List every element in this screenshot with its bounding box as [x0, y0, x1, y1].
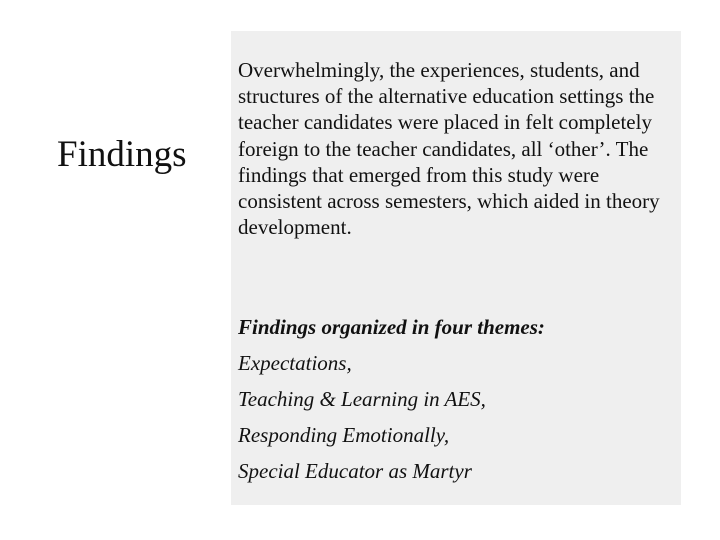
- themes-heading: Findings organized in four themes:: [238, 315, 545, 339]
- themes-list: [238, 309, 670, 489]
- slide-title: Findings: [57, 134, 187, 175]
- theme-item-teaching-learning: Teaching & Learning in AES,: [238, 387, 486, 411]
- theme-item-responding-emotionally: Responding Emotionally,: [238, 423, 450, 447]
- theme-item-expectations: Expectations,: [238, 351, 352, 375]
- findings-paragraph: Overwhelmingly, the experiences, students, and structures of the alternative education settings the teacher candidates were placed in felt completely foreign to the teacher candidates, all ‘other’. The findings that emerged from this study were consistent across semesters, which aided in theory development.: [238, 58, 660, 240]
- content-panel: [231, 31, 681, 505]
- theme-item-special-educator: Special Educator as Martyr: [238, 459, 472, 483]
